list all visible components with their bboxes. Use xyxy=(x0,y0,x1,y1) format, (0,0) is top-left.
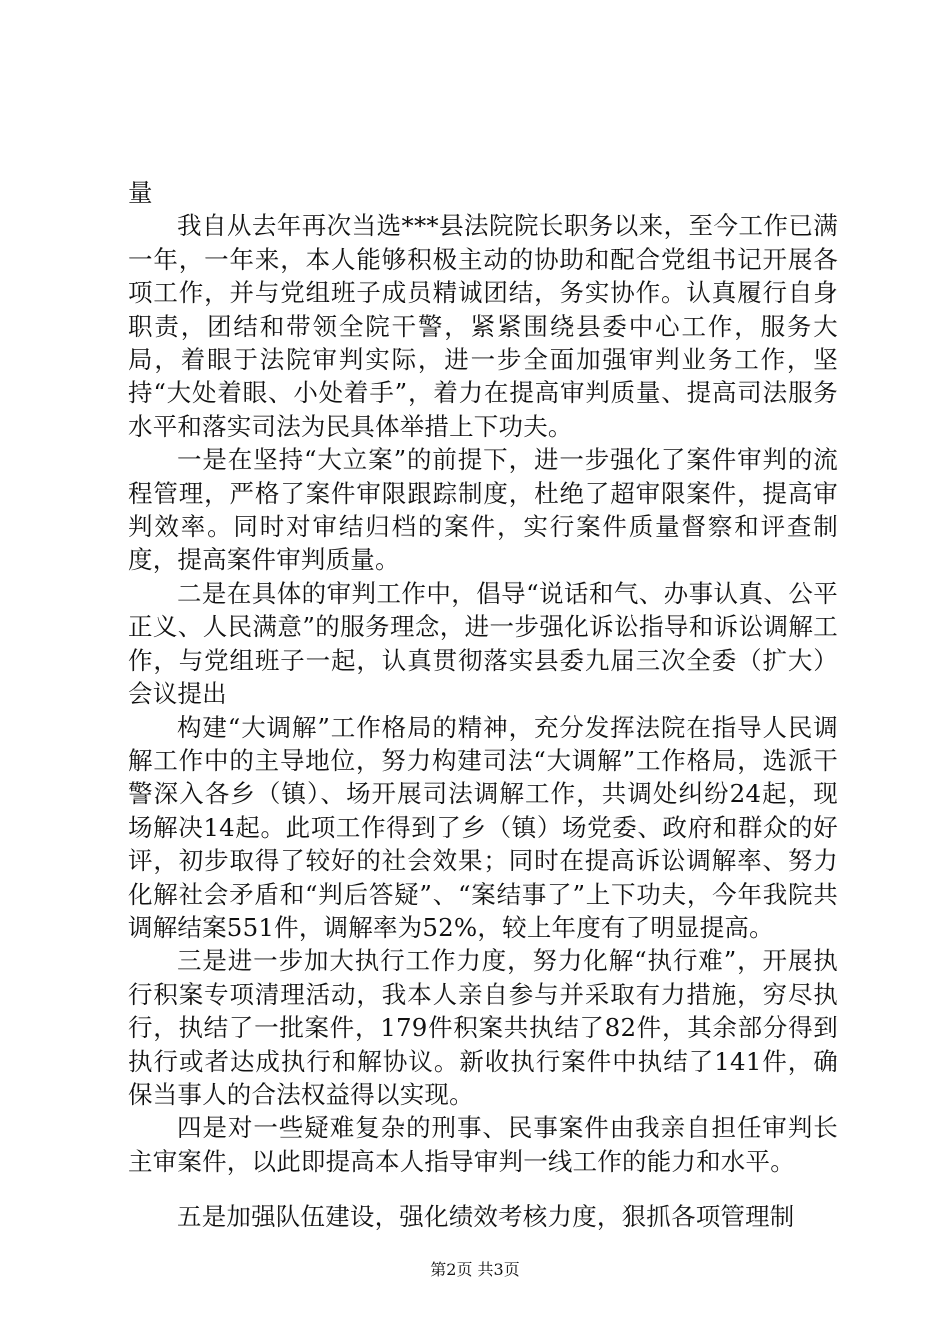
page-number-footer: 第2页 共3页 xyxy=(430,1260,520,1279)
paragraph-item-three: 三是进一步加大执行工作力度，努力化解“执行难”，开展执行积案专项清理活动，我本人亲自参与并采取有力措施，穷尽执行，执结了一批案件，179件积案共执结了82件，其余部分得到执行或者达成执行和解协议。新收执行案件中执结了141件，确保当事人的合法权益得以实现。 xyxy=(128,946,838,1109)
paragraph-mediation: 构建“大调解”工作格局的精神，充分发挥法院在指导人民调解工作中的主导地位，努力构建司法“大调解”工作格局，选派干警深入各乡（镇）、场开展司法调解工作，共调处纠纷24起，现场解决14起。此项工作得到了乡（镇）场党委、政府和群众的好评，初步取得了较好的社会效果；同时在提高诉讼调解率、努力化解社会矛盾和“判后答疑”、“案结事了”上下功夫，今年我院共调解结案551件，调解率为52%，较上年度有了明显提高。 xyxy=(128,712,838,942)
paragraph-item-two: 二是在具体的审判工作中，倡导“说话和气、办事认真、公平正义、人民满意”的服务理念，进一步强化诉讼指导和诉讼调解工作，与党组班子一起，认真贯彻落实县委九届三次全委（扩大）会议提出 xyxy=(128,578,838,709)
paragraph-item-one: 一是在坚持“大立案”的前提下，进一步强化了案件审判的流程管理，严格了案件审限跟踪制度，杜绝了超审限案件，提高审判效率。同时对审结归档的案件，实行案件质量督察和评查制度，提高案件审判质量。 xyxy=(128,445,838,575)
paragraph-continuation: 量 xyxy=(128,178,153,207)
paragraph-intro: 我自从去年再次当选***县法院院长职务以来，至今工作已满一年，一年来，本人能够积极主动的协助和配合党组书记开展各项工作，并与党组班子成员精诚团结，务实协作。认真履行自身职责，团结和带领全院干警，紧紧围绕县委中心工作，服务大局，着眼于法院审判实际，进一步全面加强审判业务工作，坚持“大处着眼、小处着手”，着力在提高审判质量、提高司法服务水平和落实司法为民具体举措上下功夫。 xyxy=(128,211,838,441)
paragraph-item-four: 四是对一些疑难复杂的刑事、民事案件由我亲自担任审判长主审案件，以此即提高本人指导审判一线工作的能力和水平。 xyxy=(128,1113,838,1176)
document-body xyxy=(128,176,838,1234)
paragraph-item-five: 五是加强队伍建设，强化绩效考核力度，狠抓各项管理制 xyxy=(177,1202,795,1232)
